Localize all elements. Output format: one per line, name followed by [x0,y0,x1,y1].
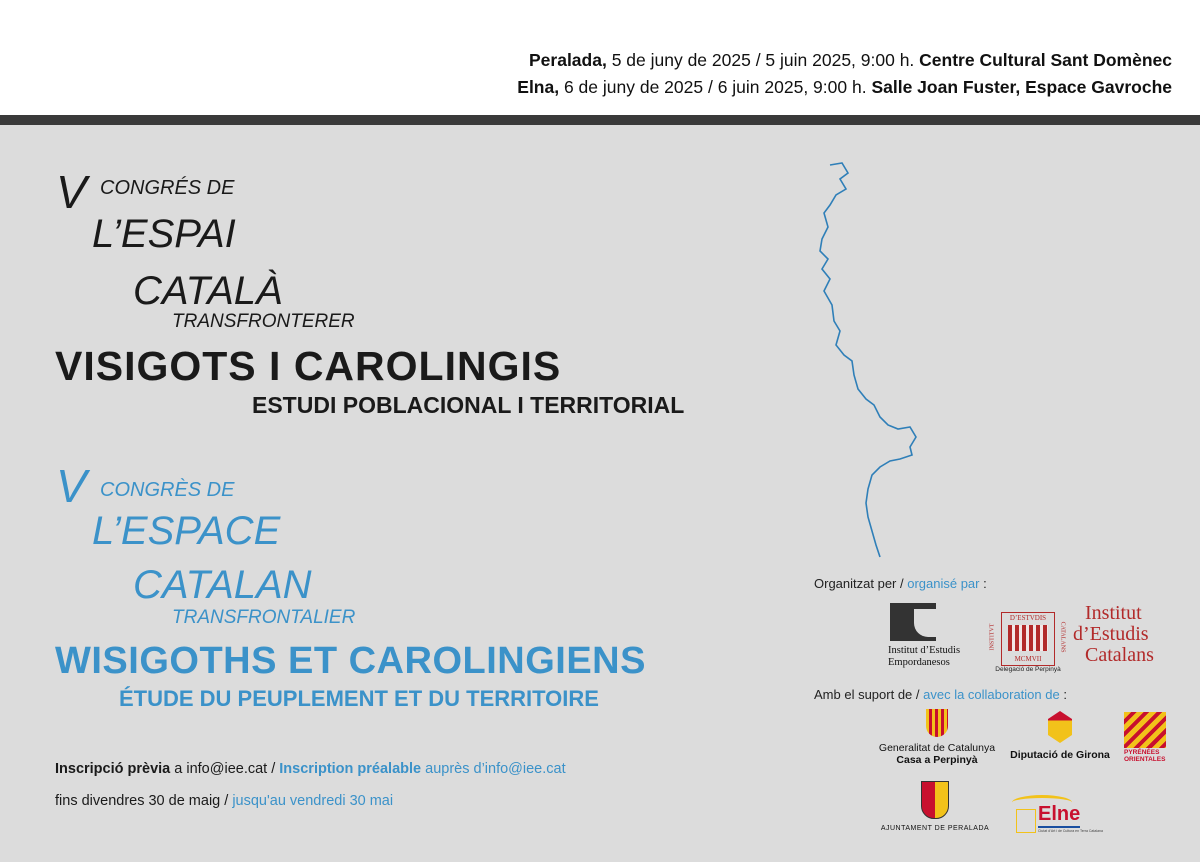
header-band [0,0,1200,115]
elne-mark-icon [1016,809,1036,833]
fr-transfrontalier: TRANSFRONTALIER [172,607,356,628]
divider-bar [0,115,1200,125]
event-peralada: Peralada, 5 de juny de 2025 / 5 juin 2025, 9:00 h. Centre Cultural Sant Domènec [529,50,1172,70]
poster-body [0,125,1200,862]
peralada-shield-icon [921,781,949,819]
elne-logo: Elne Ciutat d’Art i de Cultura en Terra Catalana [1010,795,1110,835]
senyera-shield-icon [926,709,948,737]
ca-subtitle: ESTUDI POBLACIONAL I TERRITORIAL [252,392,685,418]
fr-roman-five: V [56,460,87,512]
fr-subtitle: ÉTUDE DU PEUPLEMENT ET DU TERRITOIRE [119,686,599,711]
iee-emp-mark-icon [890,603,936,641]
ca-catala: CATALÀ [133,269,283,313]
deadline-line: fins divendres 30 de maig / jusqu'au vendredi 30 mai [55,793,394,809]
iec-logo: Institut d’Estudis Catalans [1073,602,1154,666]
pyrenees-orientales-logo: PYRÉNÉES ORIENTALES [1124,712,1174,768]
fr-catalan: CATALAN [133,563,312,607]
girona-shield-icon [1048,711,1072,743]
po-stripes-icon [1124,712,1166,748]
support-label: Amb el suport de / avec la collaboration de : [814,687,1067,702]
diputacio-girona-logo: Diputació de Girona [1010,711,1110,771]
coastline-path [820,163,916,557]
peralada-logo: AJUNTAMENT DE PERALADA [880,781,990,847]
fr-title: WISIGOTHS ET CAROLINGIENS [55,640,646,682]
ca-espai: L’ESPAI [92,212,236,256]
fr-espace: L’ESPACE [92,509,281,553]
generalitat-logo: Generalitat de Catalunya Casa a Perpinyà [872,709,1002,773]
ca-title: VISIGOTS I CAROLINGIS [55,343,562,389]
iee-empordanesos-logo: Institut d’Estudis Empordanesos [888,603,988,673]
coastline-map [800,155,950,565]
ca-transfronterer: TRANSFRONTERER [172,311,355,332]
organizers-label: Organitzat per / organisé par : [814,576,987,591]
ca-congres: CONGRÉS DE [100,177,235,199]
event-elna: Elna, 6 de juny de 2025 / 6 juin 2025, 9:00 h. Salle Joan Fuster, Espace Gavroche [517,77,1172,97]
registration-line: Inscripció prèvia a info@iee.cat / Inscription préalable auprès d’info@iee.cat [55,761,566,777]
ca-roman-five: V [56,166,87,218]
fr-congres: CONGRÈS DE [100,479,235,501]
iec-seal-frame-icon: D’ESTVDIS MCMVII [1001,612,1055,666]
iec-perpinya-seal: D’ESTVDIS MCMVII INSTITVT CATALANS Delegació de Perpinyà [989,614,1066,673]
